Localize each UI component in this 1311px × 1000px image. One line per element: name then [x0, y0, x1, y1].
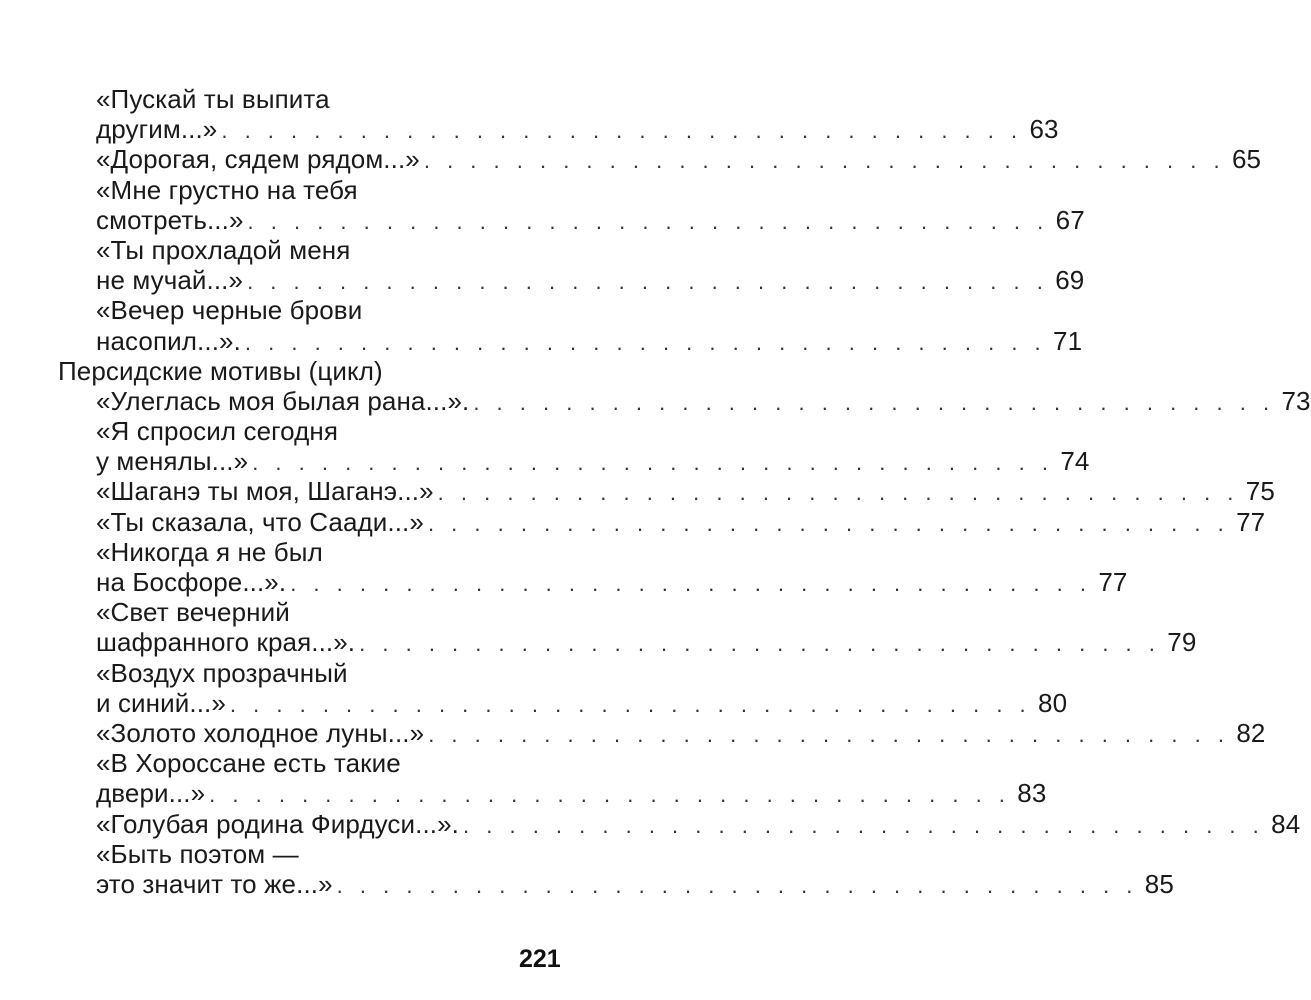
toc-entry [0, 385, 1311, 416]
toc-entry-title: не мучай...» [96, 265, 244, 296]
toc-entry-title: «Голубая родина Фирдуси...». [96, 808, 460, 839]
toc-page-number: 67 [1055, 204, 1085, 235]
dot-leader: . . . . . . . . . . . . . . . . . . . . . . . . . . . . . . . . . . . [229, 691, 1032, 717]
toc-entry-title: это значит то же...» [96, 868, 333, 899]
toc-entry-title: насопил...». [96, 325, 241, 356]
toc-entry [0, 144, 1262, 175]
dot-leader: . . . . . . . . . . . . . . . . . . . . . . . . . . . . . . . . . . . [252, 450, 1054, 476]
table-of-contents [0, 84, 1311, 899]
toc-entry [0, 627, 1197, 658]
dot-leader: . . . . . . . . . . . . . . . . . . . . . . . . . . . . . . . . . . . [427, 510, 1230, 536]
toc-section-title: Персидские мотивы (цикл) [58, 355, 383, 386]
toc-entry-title-line: «Пускай ты выпита [96, 84, 330, 114]
toc-entry-title-line: «Никогда я не был [96, 536, 323, 567]
toc-page-number: 75 [1245, 476, 1275, 507]
toc-page-number: 84 [1271, 808, 1301, 839]
toc-entry-title-line: «Я спросил сегодня [96, 416, 339, 447]
dot-leader: . . . . . . . . . . . . . . . . . . . . . . . . . . . . . . . . . . . [244, 329, 1047, 355]
dot-leader: . . . . . . . . . . . . . . . . . . . . . . . . . . . . . . . . . . . [336, 872, 1138, 898]
toc-page-number: 71 [1053, 325, 1083, 356]
dot-leader: . . . . . . . . . . . . . . . . . . . . . . . . . . . . . . . . . . . [247, 269, 1049, 295]
toc-page-number: 85 [1144, 868, 1174, 899]
toc-entry-title-line: «Воздух прозрачный [96, 657, 348, 688]
toc-entry-title: «Ты сказала, что Саади...» [96, 506, 424, 537]
dot-leader: . . . . . . . . . . . . . . . . . . . . . . . . . . . . . . . . . . . [290, 571, 1092, 596]
dot-leader: . . . . . . . . . . . . . . . . . . . . . . . . . . . . . . . . . . . [247, 208, 1049, 234]
toc-entry-title-line: «Быть поэтом — [96, 838, 299, 869]
toc-entry-title: шафранного края...». [96, 627, 356, 658]
toc-entry-title-line: «Свет вечерний [96, 597, 290, 628]
toc-page-number: 74 [1060, 446, 1090, 477]
toc-entry [0, 446, 1090, 477]
toc-entry-title: «Золото холодное луны...» [96, 717, 425, 748]
toc-entry [0, 808, 1301, 839]
toc-entry-title: двери...» [96, 778, 206, 809]
toc-entry-title-line: «Мне грустно на тебя [96, 174, 358, 205]
toc-entry [0, 506, 1266, 537]
toc-entry [0, 717, 1266, 748]
toc-entry-title: у менялы...» [96, 446, 249, 477]
dot-leader: . . . . . . . . . . . . . . . . . . . . . . . . . . . . . . . . . . . [221, 118, 1023, 144]
toc-entry [0, 868, 1174, 899]
dot-leader: . . . . . . . . . . . . . . . . . . . . . . . . . . . . . . . . . . . [437, 480, 1239, 506]
dot-leader: . . . . . . . . . . . . . . . . . . . . . . . . . . . . . . . . . . . [209, 782, 1011, 808]
toc-entry-title: «Дорогая, сядем рядом...» [96, 144, 420, 175]
dot-leader: . . . . . . . . . . . . . . . . . . . . . . . . . . . . . . . . . . . [428, 721, 1230, 747]
toc-entry [0, 204, 1085, 235]
toc-entry [0, 476, 1275, 507]
toc-entry [0, 325, 1083, 356]
toc-page-number: 82 [1236, 717, 1266, 748]
toc-entry-title: «Улеглась моя былая рана...». [96, 385, 470, 416]
dot-leader: . . . . . . . . . . . . . . . . . . . . . . . . . . . . . . . . . . . [423, 148, 1226, 174]
toc-page-number: 83 [1017, 778, 1047, 809]
toc-entry-title-line: «В Хороссане есть такие [96, 748, 401, 779]
toc-page-number: 69 [1055, 265, 1085, 296]
toc-page-number: 80 [1038, 687, 1068, 718]
dot-leader: . . . . . . . . . . . . . . . . . . . . . . . . . . . . . . . . . . . [473, 389, 1275, 415]
toc-page-number: 73 [1281, 385, 1311, 416]
toc-entry [0, 567, 1128, 597]
toc-page-number: 79 [1167, 627, 1197, 658]
toc-entry-title: смотреть...» [96, 204, 244, 235]
toc-page-number: 63 [1029, 114, 1059, 145]
toc-entry-title: на Босфоре...». [96, 567, 287, 597]
toc-entry-title: другим...» [96, 114, 218, 145]
toc-entry-title: «Шаганэ ты моя, Шаганэ...» [96, 476, 434, 507]
toc-entry [0, 687, 1068, 718]
toc-page-number: 65 [1231, 144, 1262, 175]
toc-entry [0, 114, 1059, 145]
dot-leader: . . . . . . . . . . . . . . . . . . . . . . . . . . . . . . . . . . . [359, 631, 1161, 657]
dot-leader: . . . . . . . . . . . . . . . . . . . . . . . . . . . . . . . . . . . [463, 812, 1265, 838]
toc-page-number: 77 [1236, 506, 1266, 537]
toc-entry-title: и синий...» [96, 687, 226, 718]
toc-entry-title-line: «Ты прохладой меня [96, 234, 351, 265]
toc-entry [0, 265, 1085, 296]
toc-entry-title-line: «Вечер черные брови [96, 295, 363, 326]
toc-entry [0, 778, 1047, 809]
toc-page-number: 77 [1098, 567, 1128, 597]
page-number: 221 [519, 945, 561, 973]
